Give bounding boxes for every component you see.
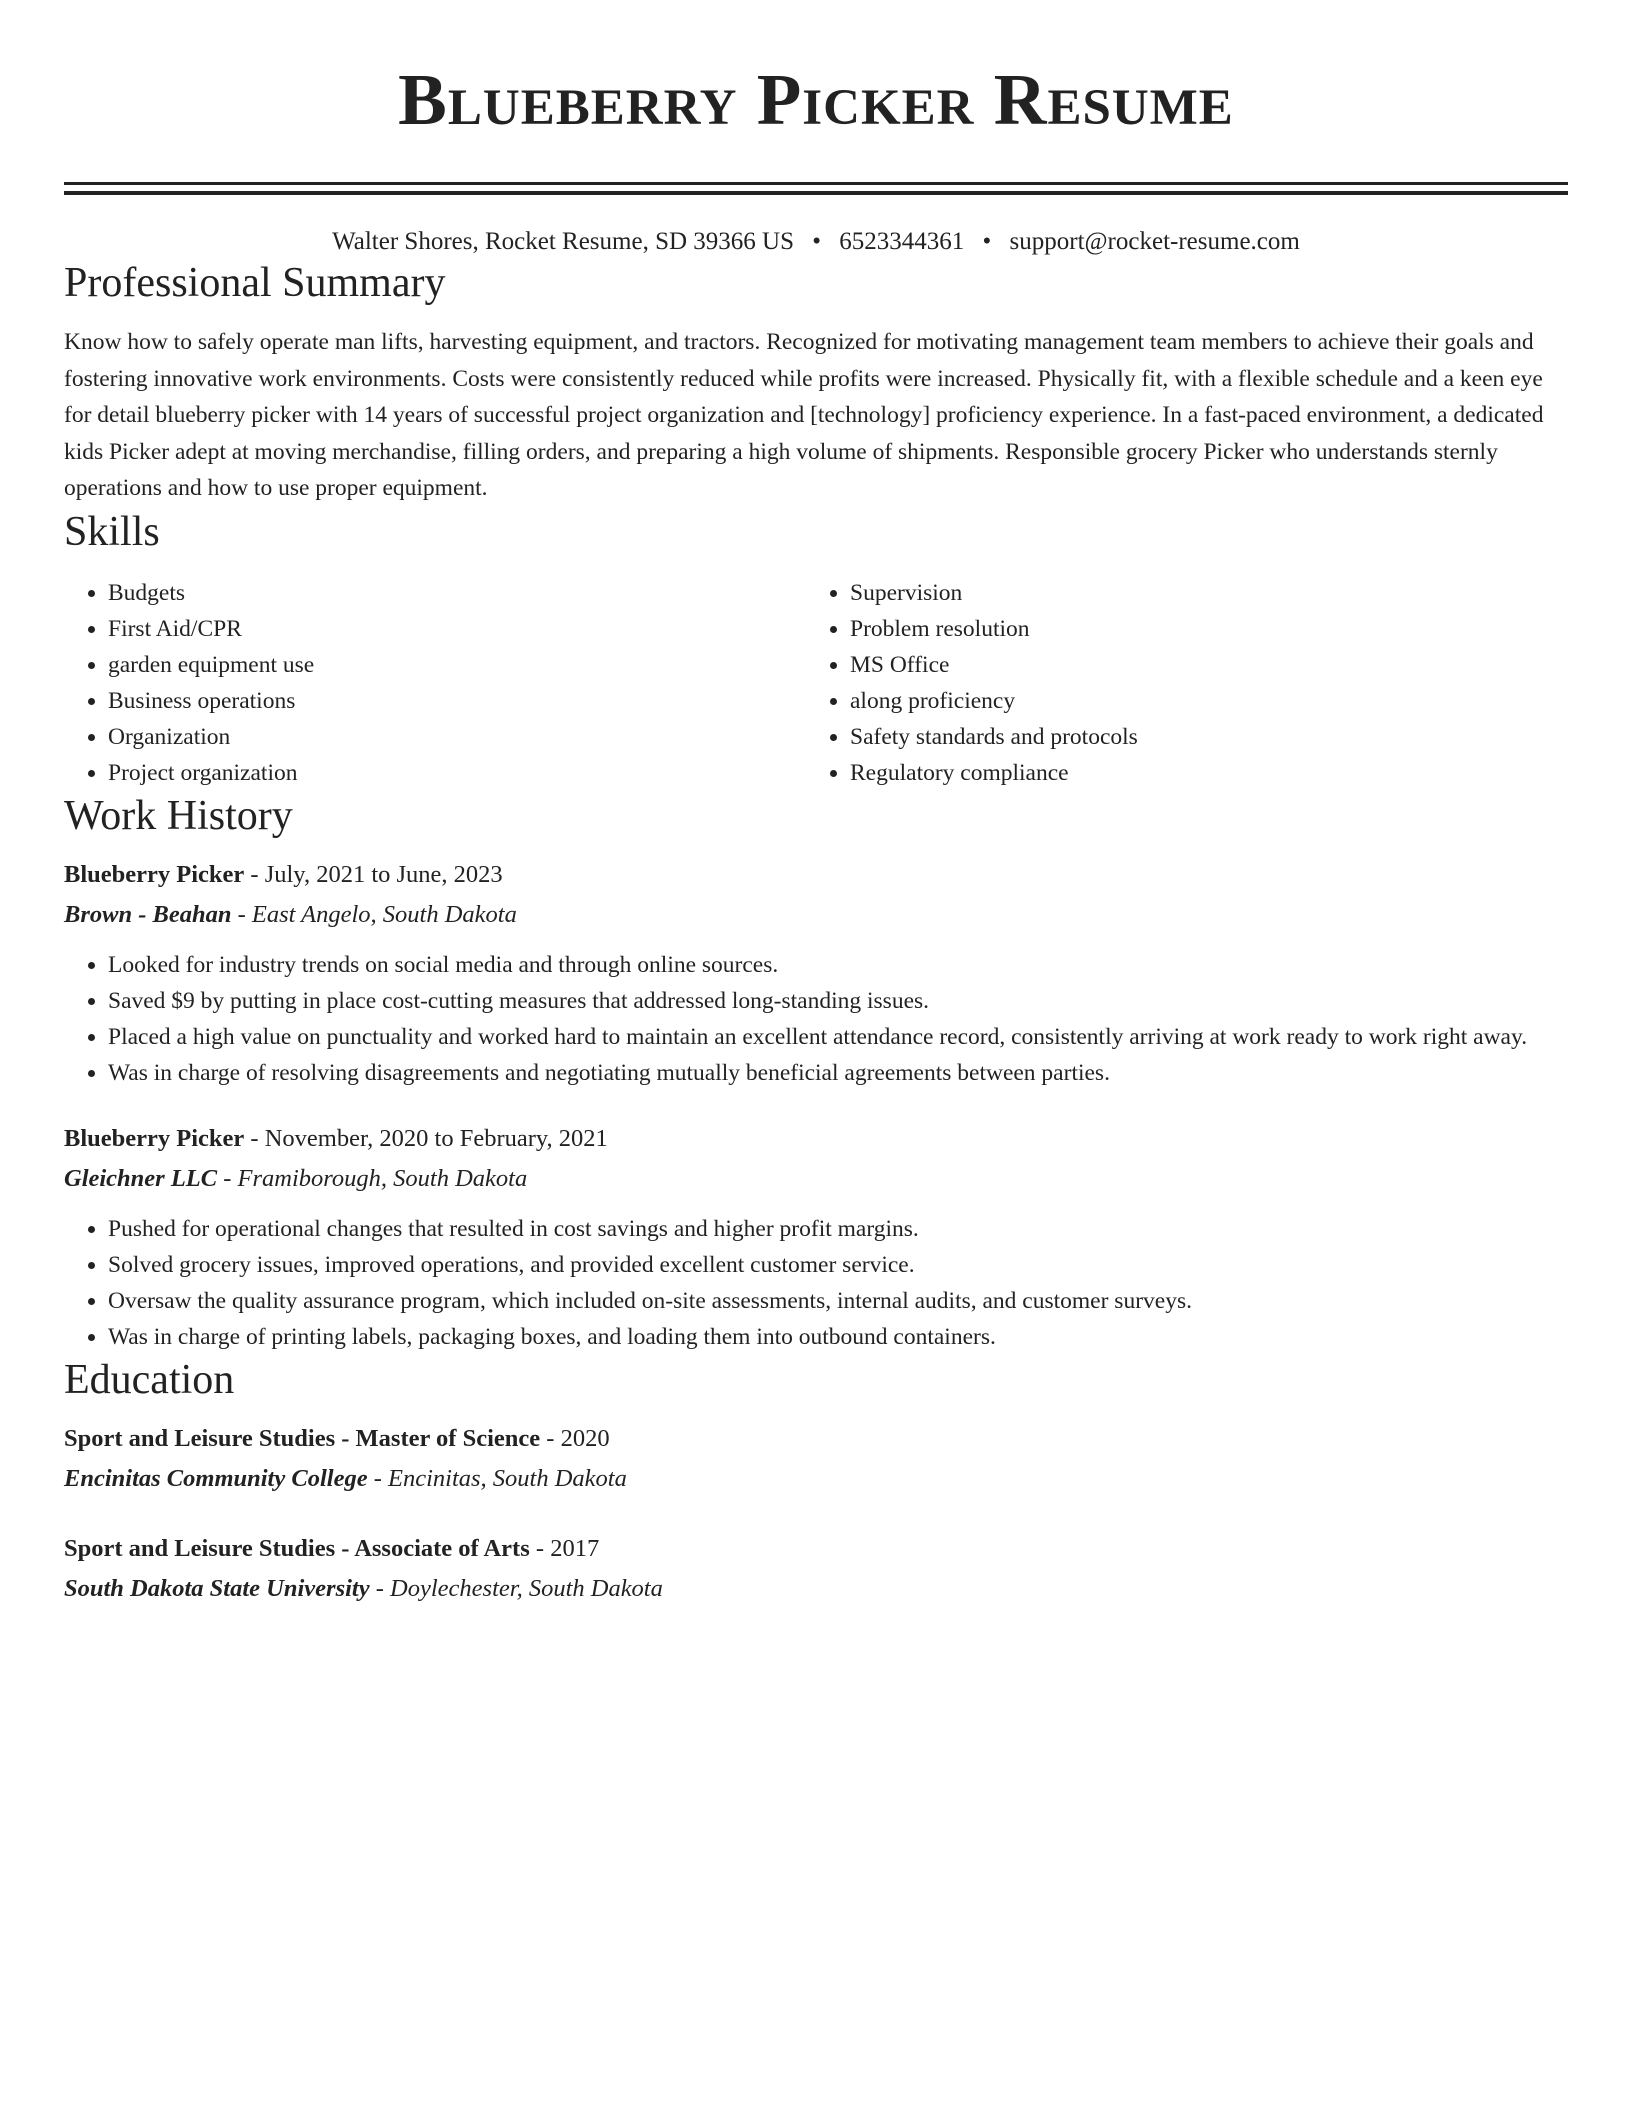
job-bullet: • Saved $9 by putting in place cost-cutting measures that addressed long-standing issues. xyxy=(108,983,1568,1019)
skill-item: • Organization xyxy=(108,719,806,755)
job-dash: - xyxy=(244,1124,265,1152)
job-dash: - xyxy=(244,860,265,888)
skill-item: • garden equipment use xyxy=(108,647,806,683)
skills-heading: Skills xyxy=(64,508,160,555)
summary-text: Know how to safely operate man lifts, harvesting equipment, and tractors. Recognized for motivating management team members to achieve their goals and fostering innovative work environments. Costs were consistently reduced while profits were increased. Physically fit, with a flexible schedule and a keen eye for detail blueberry picker with 14 years of successful project organization and [technology] proficiency experience. In a fast-paced environment, a dedicated kids Picker adept at moving merchandise, filling orders, and preparing a high volume of shipments. Responsible grocery Picker who understands sternly operations and how to use proper equipment. xyxy=(64,329,1544,501)
education-year: 2020 xyxy=(560,1424,610,1452)
job-bullets xyxy=(64,1211,1568,1355)
summary-heading: Professional Summary xyxy=(64,260,446,306)
job-bullet: • Solved grocery issues, improved operations, and provided excellent customer service. xyxy=(108,1247,1568,1283)
job-company: Gleichner LLC xyxy=(64,1164,218,1192)
job-company-line xyxy=(64,895,1568,935)
job-dash: - xyxy=(231,900,252,928)
job-dates: November, 2020 to February, 2021 xyxy=(264,1124,608,1152)
education-heading: Education xyxy=(64,1356,235,1403)
education-degree: Sport and Leisure Studies - Associate of Arts xyxy=(64,1534,530,1562)
job-bullet: • Was in charge of printing labels, packaging boxes, and loading them into outbound containers. xyxy=(108,1319,1568,1355)
contact-email: support@rocket-resume.com xyxy=(1009,228,1300,255)
skill-item: • Supervision xyxy=(850,575,1548,611)
skill-item: • along proficiency xyxy=(850,683,1548,719)
contact-phone: 6523344361 xyxy=(839,228,965,255)
education-year: 2017 xyxy=(550,1534,600,1562)
job-bullet: • Oversaw the quality assurance program, which included on-site assessments, internal audits, and customer surveys. xyxy=(108,1283,1568,1319)
job-title: Blueberry Picker xyxy=(64,860,245,888)
job-entry xyxy=(64,1119,1568,1355)
job-bullet: • Placed a high value on punctuality and worked hard to maintain an excellent attendance record, consistently arriving at work ready to work right away. xyxy=(108,1019,1568,1055)
job-company-line xyxy=(64,1159,1568,1199)
education-school: South Dakota State University xyxy=(64,1574,370,1602)
education-entry xyxy=(64,1529,1568,1609)
title-divider-thick xyxy=(64,191,1568,195)
education-location: Encinitas, South Dakota xyxy=(388,1464,627,1492)
education-degree-line xyxy=(64,1529,1568,1569)
job-bullet: • Looked for industry trends on social media and through online sources. xyxy=(108,947,1568,983)
education-school-line xyxy=(64,1569,1568,1609)
contact-line xyxy=(64,226,1568,258)
job-bullet: • Pushed for operational changes that resulted in cost savings and higher profit margins. xyxy=(108,1211,1568,1247)
job-title-line xyxy=(64,855,1568,895)
skills-list-right xyxy=(806,575,1548,791)
education-location: Doylechester, South Dakota xyxy=(390,1574,663,1602)
job-entry xyxy=(64,855,1568,1091)
work-history-heading: Work History xyxy=(64,792,293,839)
skills-columns xyxy=(64,575,1568,791)
contact-separator: • xyxy=(812,228,822,255)
education-dash: - xyxy=(540,1424,561,1452)
skill-item: • First Aid/CPR xyxy=(108,611,806,647)
skill-item: • Project organization xyxy=(108,755,806,791)
skill-item: • Regulatory compliance xyxy=(850,755,1548,791)
job-location: East Angelo, South Dakota xyxy=(251,900,517,928)
education-degree-line xyxy=(64,1419,1568,1459)
education-entry xyxy=(64,1419,1568,1499)
education-dash: - xyxy=(529,1534,551,1562)
job-title-line xyxy=(64,1119,1568,1159)
skills-list-left xyxy=(64,575,806,791)
job-bullets xyxy=(64,947,1568,1091)
education-school: Encinitas Community College xyxy=(64,1464,368,1492)
skill-item: • Business operations xyxy=(108,683,806,719)
job-dash: - xyxy=(217,1164,238,1192)
skill-item: • Problem resolution xyxy=(850,611,1548,647)
education-school-line xyxy=(64,1459,1568,1499)
skill-item: • MS Office xyxy=(850,647,1548,683)
title-divider-thin xyxy=(64,182,1568,185)
education-dash: - xyxy=(367,1464,388,1492)
contact-address: Walter Shores, Rocket Resume, SD 39366 US xyxy=(332,228,794,255)
education-dash: - xyxy=(369,1574,391,1602)
resume-title: Blueberry Picker Resume xyxy=(398,59,1234,140)
job-location: Framiborough, South Dakota xyxy=(237,1164,528,1192)
skill-item: • Budgets xyxy=(108,575,806,611)
skill-item: • Safety standards and protocols xyxy=(850,719,1548,755)
education-degree: Sport and Leisure Studies - Master of Science xyxy=(64,1424,541,1452)
job-company: Brown - Beahan xyxy=(64,900,232,928)
job-bullet: • Was in charge of resolving disagreements and negotiating mutually beneficial agreements between parties. xyxy=(108,1055,1568,1091)
job-dates: July, 2021 to June, 2023 xyxy=(264,860,503,888)
job-title: Blueberry Picker xyxy=(64,1124,245,1152)
contact-separator: • xyxy=(982,228,992,255)
